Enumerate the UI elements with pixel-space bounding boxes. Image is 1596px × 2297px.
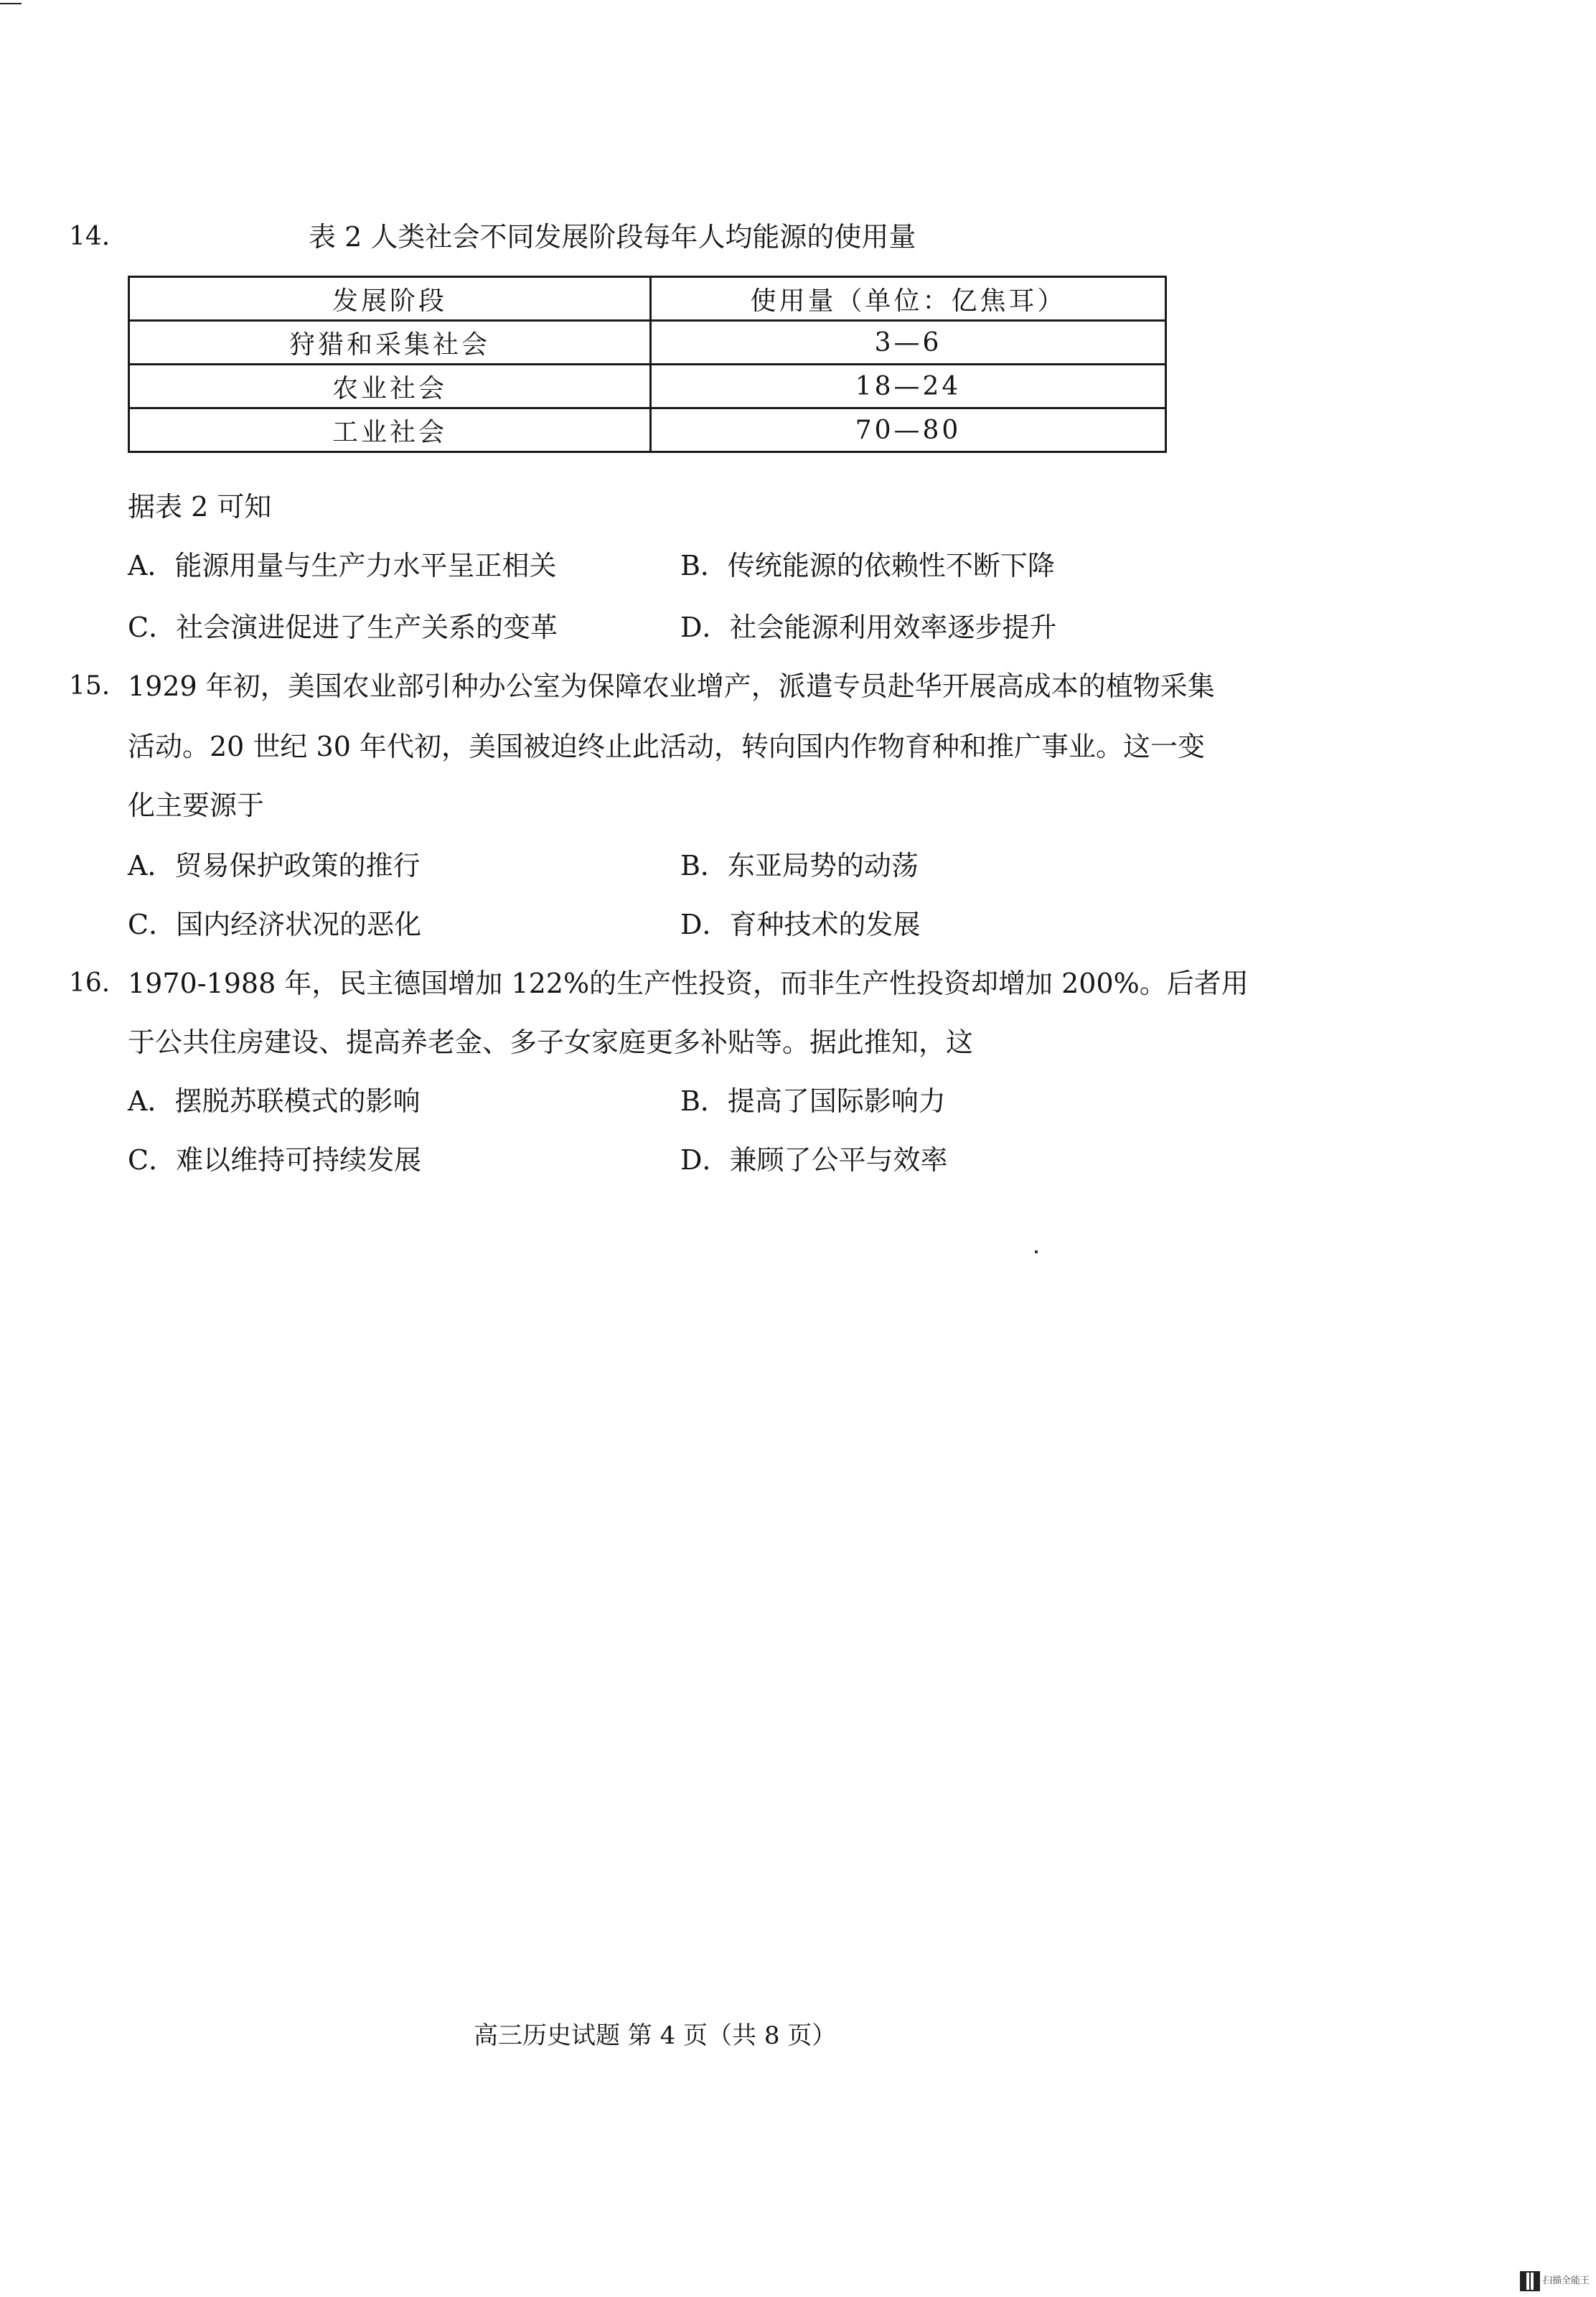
page-footer: 高三历史试题 第 4 页（共 8 页） <box>474 2021 837 2050</box>
table-cell: 18—24 <box>651 365 1166 408</box>
q15-option-a: A．贸易保护政策的推行 <box>128 850 421 881</box>
q14-option-a: A．能源用量与生产力水平呈正相关 <box>128 550 557 581</box>
q14-stem: 据表 2 可知 <box>128 491 272 523</box>
q16-option-a: A．摆脱苏联模式的影响 <box>128 1085 421 1117</box>
scan-speck <box>1035 1250 1038 1253</box>
q16-option-c: C．难以维持可持续发展 <box>128 1144 422 1176</box>
q15-option-b: B．东亚局势的动荡 <box>680 850 919 881</box>
q15-stem-line-1: 1929 年初，美国农业部引种办公室为保障农业增产，派遣专员赴华开展高成本的植物采集 <box>128 670 1215 702</box>
q15-number: 15. <box>69 671 111 701</box>
q16-stem-line-2: 于公共住房建设、提高养老金、多子女家庭更多补贴等。据此推知，这 <box>128 1026 974 1058</box>
q14-option-b: B．传统能源的依赖性不断下降 <box>680 550 1055 581</box>
table-row <box>129 408 1166 452</box>
table-header-cell: 发展阶段 <box>129 277 651 321</box>
q15-stem-line-2: 活动。20 世纪 30 年代初，美国被迫终止此活动，转向国内作物育种和推广事业。这一变 <box>128 731 1205 762</box>
table-cell: 3—6 <box>651 321 1166 365</box>
table-cell: 70—80 <box>651 408 1166 452</box>
q14-table-caption: 表 2 人类社会不同发展阶段每年人均能源的使用量 <box>309 221 916 253</box>
table-row <box>129 321 1166 365</box>
q16-option-b: B．提高了国际影响力 <box>680 1085 946 1117</box>
scanner-watermark: 扫描全能王 <box>1543 2275 1590 2286</box>
table-cell: 工业社会 <box>129 408 651 452</box>
q14-option-c: C．社会演进促进了生产关系的变革 <box>128 612 558 643</box>
table-cell: 农业社会 <box>129 365 651 408</box>
q15-option-c: C．国内经济状况的恶化 <box>128 909 422 940</box>
table-row <box>129 365 1166 408</box>
q14-option-d: D．社会能源利用效率逐步提升 <box>680 612 1057 643</box>
table-header-cell: 使用量（单位：亿焦耳） <box>651 277 1166 321</box>
q15-stem-line-3: 化主要源于 <box>128 790 265 821</box>
q16-option-d: D．兼顾了公平与效率 <box>680 1144 948 1176</box>
q16-stem-line-1: 1970-1988 年，民主德国增加 122%的生产性投资，而非生产性投资却增加 200%。后者用 <box>128 968 1249 999</box>
q14-number: 14. <box>69 222 111 251</box>
corner-mark <box>0 3 22 4</box>
q15-option-d: D．育种技术的发展 <box>680 909 921 940</box>
q16-number: 16. <box>69 968 111 998</box>
table-header-row <box>129 277 1166 321</box>
qr-code-icon <box>1520 2271 1540 2291</box>
energy-table <box>128 276 1167 453</box>
table-cell: 狩猎和采集社会 <box>129 321 651 365</box>
